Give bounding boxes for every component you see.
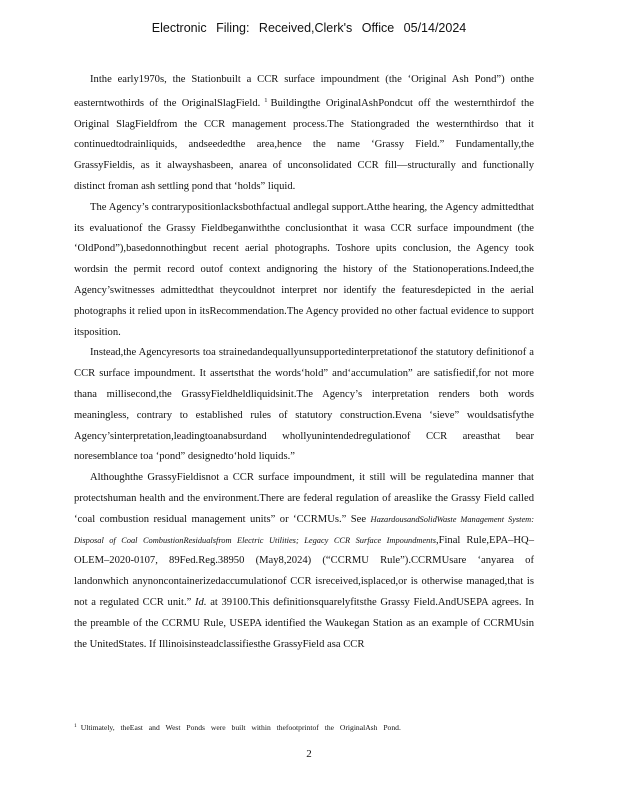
paragraph-1 xyxy=(74,70,534,198)
page-number: 2 xyxy=(306,748,312,760)
paragraph-2: The Agency’s contrarypositionlacksbothfactual andlegal support.Atthe hearing, the Agency admittedthat its evaluationof the Grassy Fieldbeganwiththe conclusionthat it wasa CCR surface impoundment (the ‘OldPond”),basedonnothingbut recent aerial photographs. Toshore upits conclusion, the Agency took wordsin the permit record outof context andignoring the history of the Stationoperations.Indeed,the Agency’switnesses admittedthat theycouldnot interpret nor identify the featuresdepicted in the aerial photographs it relied upon in itsRecommendation.The Agency provided no other factual evidence to support itsposition. xyxy=(74,201,534,338)
citation-title: HazardousandSolidWaste Management System: Disposal of Coal CombustionResidualsfrom Electric Utilities; Legacy CCR Surface Impoundments xyxy=(74,514,535,545)
paragraph-4 xyxy=(74,468,534,655)
paragraph-4-text-c: at 39100.This definitionsquarelyfitsthe Grassy Field.AndUSEPA agrees. In the preamble of the CCRMU Rule, USEPA identified the Waukegan Station as an example of CCRMUsin the UnitedStates. If Illinoisinsteadclassifiesthe GrassyField asa CCR xyxy=(74,596,534,650)
footnote-marker: 1 xyxy=(74,723,77,729)
footnote xyxy=(74,720,534,734)
footnote-text: Ultimately, theEast and West Ponds were built within thefootprintof the OriginalAsh Pond. xyxy=(80,723,401,732)
paragraph-1-text-b: Buildingthe OriginalAshPondcut off the westernthirdof the Original SlagFieldfrom the CCR management process.The Stationgraded the westernthirdso that it continuedtodrainliquids, andseededthe area,hence the name ‘Grassy Field.” Fundamentally,the GrassyFieldis, as it alwayshasbeen, anarea of unconsolidated CCR fill—structurally and functionally distinct froman ash settling pond that ‘holds” liquid. xyxy=(74,97,534,192)
document-body xyxy=(74,70,534,655)
paragraph-1-text-a: Inthe early1970s, the Stationbuilt a CCR surface impoundment (the ‘Original Ash Pond”) onthe easterntwothirds of the OriginalSlagField. xyxy=(74,74,534,109)
paragraph-3: Instead,the Agencyresorts toa strainedandequallyunsupportedinterpretationof the statutory definitionof a CCR surface impoundment. It assertsthat the words‘hold” and‘accumulation” are satisfiedif,for not more thana millisecond,the GrassyFieldheldliquidsinit.The Agency’s interpretation renders both words meaningless, contrary to established rules of statutory construction.Evena ‘sieve” wouldsatisfythe Agency’sinterpretation,leadingtoanabsurdand whollyunintendedregulationof CCR areasthat bear noresemblance toa ‘pond” designedto‘hold liquids.” xyxy=(74,347,534,463)
paragraph-4-text-a: Althoughthe GrassyFieldisnot a CCR surface impoundment, it still will be regulatedina manner that protectshuman health and the environment.There are federal regulation of areaslike the Grassy Field called ‘coal combustion residual management units” or ‘CCRMUs.” See xyxy=(74,472,534,525)
footnote-reference: 1 xyxy=(264,96,268,104)
id-citation: Id. xyxy=(195,596,207,608)
filing-stamp-header: Electronic Filing: Received,Clerk's Office 05/14/2024 xyxy=(151,21,467,35)
paragraph-4-text-b: ,Final Rule,EPA–HQ–OLEM–2020-0107, 89Fed.Reg.38950 (May8,2024) (“CCRMU Rule”).CCRMUsare ‘anyarea of landonwhich anynoncontainerizedaccumulationof CCR isreceived,isplaced,or is otherwise managed,that is not a regulated CCR unit.” xyxy=(74,534,534,608)
